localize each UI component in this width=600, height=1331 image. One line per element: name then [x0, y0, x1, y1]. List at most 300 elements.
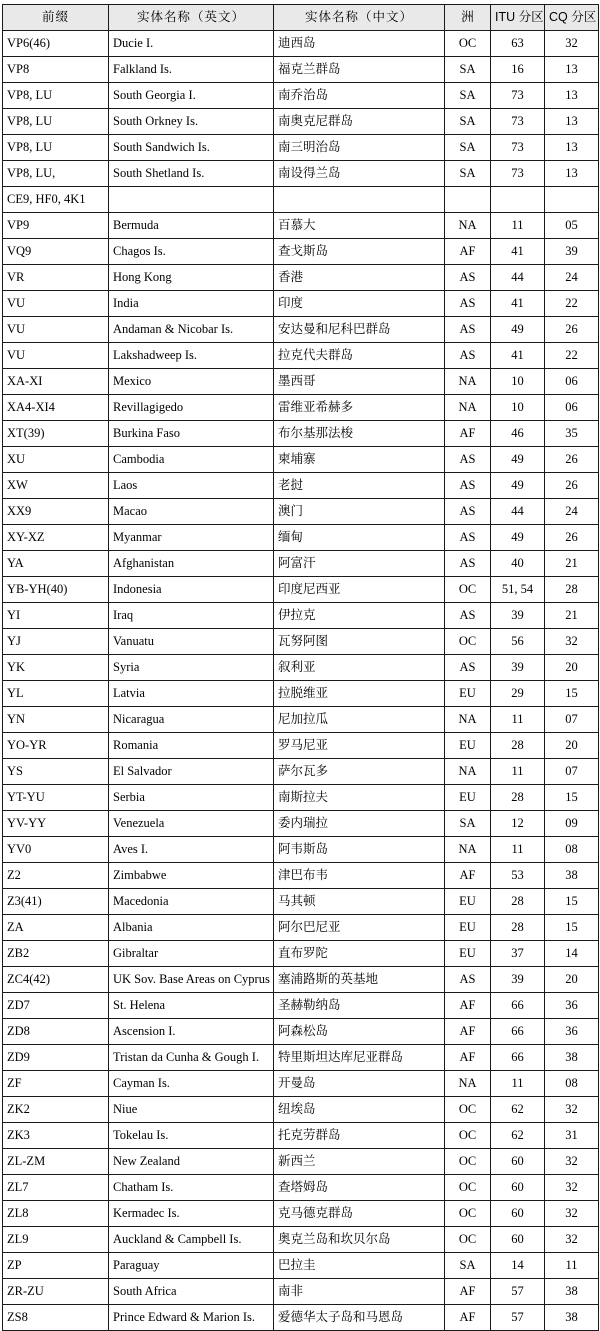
table-row	[3, 1123, 599, 1149]
cell-prefix: ZB2	[3, 941, 109, 967]
cell-prefix: YO-YR	[3, 733, 109, 759]
cell-name-zh: 巴拉圭	[274, 1253, 445, 1279]
cell-continent: AS	[445, 499, 491, 525]
table-row	[3, 83, 599, 109]
cell-itu-zone: 46	[491, 421, 545, 447]
cell-prefix: ZA	[3, 915, 109, 941]
cell-prefix: YA	[3, 551, 109, 577]
cell-itu-zone: 28	[491, 785, 545, 811]
cell-continent: NA	[445, 369, 491, 395]
table-row	[3, 863, 599, 889]
cell-cq-zone: 22	[545, 291, 599, 317]
cell-name-zh: 瓦努阿图	[274, 629, 445, 655]
cell-prefix: XX9	[3, 499, 109, 525]
cell-itu-zone: 62	[491, 1123, 545, 1149]
cell-name-zh: 南乔治岛	[274, 83, 445, 109]
cell-cq-zone: 20	[545, 733, 599, 759]
cell-itu-zone: 44	[491, 499, 545, 525]
table-row	[3, 161, 599, 187]
table-row	[3, 1201, 599, 1227]
cell-itu-zone: 41	[491, 291, 545, 317]
table-row	[3, 447, 599, 473]
cell-name-en: Falkland Is.	[109, 57, 274, 83]
cell-cq-zone: 32	[545, 1175, 599, 1201]
cell-continent: AS	[445, 603, 491, 629]
cell-name-zh: 迪西岛	[274, 31, 445, 57]
cell-cq-zone: 07	[545, 707, 599, 733]
cell-name-en: Myanmar	[109, 525, 274, 551]
cell-itu-zone: 56	[491, 629, 545, 655]
cell-name-en: Auckland & Campbell Is.	[109, 1227, 274, 1253]
cell-cq-zone: 26	[545, 317, 599, 343]
cell-continent: NA	[445, 213, 491, 239]
table-row	[3, 395, 599, 421]
table-row	[3, 1149, 599, 1175]
cell-continent: EU	[445, 889, 491, 915]
cell-name-zh: 爱德华太子岛和马恩岛	[274, 1305, 445, 1331]
cell-itu-zone: 49	[491, 473, 545, 499]
cell-continent: OC	[445, 1227, 491, 1253]
cell-continent: SA	[445, 83, 491, 109]
cell-cq-zone: 36	[545, 993, 599, 1019]
cell-name-en: Paraguay	[109, 1253, 274, 1279]
cell-itu-zone: 73	[491, 161, 545, 187]
cell-continent: NA	[445, 707, 491, 733]
cell-cq-zone: 26	[545, 447, 599, 473]
cell-cq-zone: 08	[545, 837, 599, 863]
cell-name-zh: 南斯拉夫	[274, 785, 445, 811]
cell-itu-zone: 66	[491, 993, 545, 1019]
cell-itu-zone: 10	[491, 395, 545, 421]
cell-name-en: Iraq	[109, 603, 274, 629]
table-row	[3, 655, 599, 681]
cell-name-en: Kermadec Is.	[109, 1201, 274, 1227]
table-row	[3, 343, 599, 369]
cell-cq-zone: 24	[545, 265, 599, 291]
cell-name-en: St. Helena	[109, 993, 274, 1019]
cell-itu-zone: 57	[491, 1305, 545, 1331]
cell-prefix: VU	[3, 343, 109, 369]
cell-cq-zone: 32	[545, 1201, 599, 1227]
cell-continent: EU	[445, 681, 491, 707]
cell-cq-zone: 09	[545, 811, 599, 837]
cell-itu-zone: 39	[491, 967, 545, 993]
cell-itu-zone: 63	[491, 31, 545, 57]
cell-cq-zone: 38	[545, 1279, 599, 1305]
table-row	[3, 109, 599, 135]
cell-prefix: ZD9	[3, 1045, 109, 1071]
cell-name-zh: 特里斯坦达库尼亚群岛	[274, 1045, 445, 1071]
cell-prefix: YK	[3, 655, 109, 681]
cell-cq-zone: 26	[545, 473, 599, 499]
cell-itu-zone: 49	[491, 525, 545, 551]
cell-name-en: Gibraltar	[109, 941, 274, 967]
cell-prefix: VP8	[3, 57, 109, 83]
cell-prefix: YL	[3, 681, 109, 707]
cell-name-zh: 福克兰群岛	[274, 57, 445, 83]
cell-name-zh: 叙利亚	[274, 655, 445, 681]
table-row	[3, 1279, 599, 1305]
cell-continent: EU	[445, 733, 491, 759]
cell-name-en: New Zealand	[109, 1149, 274, 1175]
cell-name-zh: 南奥克尼群岛	[274, 109, 445, 135]
cell-itu-zone: 62	[491, 1097, 545, 1123]
cell-name-en: Niue	[109, 1097, 274, 1123]
cell-continent: NA	[445, 759, 491, 785]
cell-prefix: XA-XI	[3, 369, 109, 395]
cell-continent: OC	[445, 629, 491, 655]
cell-continent: AF	[445, 993, 491, 1019]
cell-itu-zone: 60	[491, 1227, 545, 1253]
cell-name-zh: 百慕大	[274, 213, 445, 239]
cell-itu-zone: 28	[491, 889, 545, 915]
cell-itu-zone: 28	[491, 915, 545, 941]
cell-name-en: Macedonia	[109, 889, 274, 915]
cell-cq-zone: 31	[545, 1123, 599, 1149]
cell-name-en: Mexico	[109, 369, 274, 395]
cell-name-zh: 托克劳群岛	[274, 1123, 445, 1149]
cell-cq-zone: 13	[545, 135, 599, 161]
cell-prefix: ZR-ZU	[3, 1279, 109, 1305]
cell-name-en: Romania	[109, 733, 274, 759]
cell-continent: AF	[445, 863, 491, 889]
cell-itu-zone: 51, 54	[491, 577, 545, 603]
cell-cq-zone: 06	[545, 395, 599, 421]
cell-itu-zone: 14	[491, 1253, 545, 1279]
cell-name-en: South Sandwich Is.	[109, 135, 274, 161]
cell-name-zh: 圣赫勒纳岛	[274, 993, 445, 1019]
cell-cq-zone: 38	[545, 1045, 599, 1071]
cell-cq-zone	[545, 187, 599, 213]
cell-name-en	[109, 187, 274, 213]
cell-cq-zone: 32	[545, 629, 599, 655]
cell-itu-zone: 28	[491, 733, 545, 759]
cell-continent: AF	[445, 421, 491, 447]
cell-cq-zone: 13	[545, 109, 599, 135]
table-row	[3, 1019, 599, 1045]
table-row	[3, 369, 599, 395]
cell-name-zh: 南三明治岛	[274, 135, 445, 161]
cell-prefix: ZD7	[3, 993, 109, 1019]
cell-itu-zone: 11	[491, 213, 545, 239]
cell-name-zh: 南非	[274, 1279, 445, 1305]
cell-prefix: XA4-XI4	[3, 395, 109, 421]
cell-prefix: Z2	[3, 863, 109, 889]
cell-name-en: Macao	[109, 499, 274, 525]
cell-cq-zone: 38	[545, 1305, 599, 1331]
cell-name-en: Nicaragua	[109, 707, 274, 733]
cell-name-en: Cambodia	[109, 447, 274, 473]
cell-name-en: Tristan da Cunha & Gough I.	[109, 1045, 274, 1071]
table-row	[3, 759, 599, 785]
table-row	[3, 551, 599, 577]
cell-itu-zone: 11	[491, 1071, 545, 1097]
table-row	[3, 915, 599, 941]
cell-continent: AS	[445, 265, 491, 291]
cell-itu-zone: 39	[491, 603, 545, 629]
table-row	[3, 525, 599, 551]
cell-itu-zone: 49	[491, 447, 545, 473]
cell-name-en: Albania	[109, 915, 274, 941]
cell-name-en: Chagos Is.	[109, 239, 274, 265]
table-row	[3, 57, 599, 83]
cell-cq-zone: 14	[545, 941, 599, 967]
cell-itu-zone: 44	[491, 265, 545, 291]
cell-prefix: YV0	[3, 837, 109, 863]
cell-cq-zone: 15	[545, 785, 599, 811]
cell-cq-zone: 08	[545, 1071, 599, 1097]
cell-name-en: Andaman & Nicobar Is.	[109, 317, 274, 343]
cell-itu-zone: 73	[491, 109, 545, 135]
table-row	[3, 421, 599, 447]
cell-cq-zone: 15	[545, 681, 599, 707]
cell-name-zh: 尼加拉瓜	[274, 707, 445, 733]
cell-itu-zone: 66	[491, 1019, 545, 1045]
cell-name-en: South Georgia I.	[109, 83, 274, 109]
cell-continent: SA	[445, 109, 491, 135]
cell-continent: EU	[445, 941, 491, 967]
cell-prefix: YJ	[3, 629, 109, 655]
cell-itu-zone: 60	[491, 1175, 545, 1201]
cell-cq-zone: 21	[545, 603, 599, 629]
cell-name-en: Zimbabwe	[109, 863, 274, 889]
cell-prefix: VR	[3, 265, 109, 291]
table-body	[3, 31, 599, 1331]
table-row	[3, 31, 599, 57]
cell-cq-zone: 24	[545, 499, 599, 525]
cell-prefix: VP8, LU,	[3, 161, 109, 187]
cell-prefix: XY-XZ	[3, 525, 109, 551]
table-row	[3, 213, 599, 239]
cell-continent: AS	[445, 551, 491, 577]
cell-continent: OC	[445, 31, 491, 57]
cell-cq-zone: 06	[545, 369, 599, 395]
column-header-prefix: 前缀	[3, 5, 109, 31]
cell-name-zh: 罗马尼亚	[274, 733, 445, 759]
cell-cq-zone: 20	[545, 655, 599, 681]
cell-prefix: ZL8	[3, 1201, 109, 1227]
cell-prefix: VP8, LU	[3, 135, 109, 161]
cell-name-zh: 布尔基那法梭	[274, 421, 445, 447]
cell-name-en: Aves I.	[109, 837, 274, 863]
table-row	[3, 993, 599, 1019]
cell-cq-zone: 15	[545, 889, 599, 915]
cell-prefix: VU	[3, 291, 109, 317]
cell-name-zh: 阿森松岛	[274, 1019, 445, 1045]
table-row	[3, 785, 599, 811]
cell-name-en: El Salvador	[109, 759, 274, 785]
cell-itu-zone: 53	[491, 863, 545, 889]
cell-itu-zone: 60	[491, 1201, 545, 1227]
cell-prefix: CE9, HF0, 4K1	[3, 187, 109, 213]
cell-prefix: ZK3	[3, 1123, 109, 1149]
cell-continent: AS	[445, 967, 491, 993]
cell-continent: NA	[445, 395, 491, 421]
cell-cq-zone: 13	[545, 161, 599, 187]
cell-name-zh: 阿韦斯岛	[274, 837, 445, 863]
header-row	[3, 5, 599, 31]
cell-name-en: Ducie I.	[109, 31, 274, 57]
cell-cq-zone: 26	[545, 525, 599, 551]
column-header-cq-zone: CQ 分区	[545, 5, 599, 31]
column-header-name-en: 实体名称（英文）	[109, 5, 274, 31]
cell-cq-zone: 22	[545, 343, 599, 369]
cell-name-zh: 柬埔寨	[274, 447, 445, 473]
cell-itu-zone: 16	[491, 57, 545, 83]
cell-name-en: Indonesia	[109, 577, 274, 603]
cell-cq-zone: 32	[545, 1097, 599, 1123]
cell-itu-zone: 41	[491, 343, 545, 369]
table-row	[3, 317, 599, 343]
cell-name-zh: 纽埃岛	[274, 1097, 445, 1123]
cell-prefix: ZL-ZM	[3, 1149, 109, 1175]
cell-prefix: XW	[3, 473, 109, 499]
cell-name-zh: 墨西哥	[274, 369, 445, 395]
cell-name-zh: 查戈斯岛	[274, 239, 445, 265]
cell-name-zh: 拉克代夫群岛	[274, 343, 445, 369]
cell-name-zh: 开曼岛	[274, 1071, 445, 1097]
cell-prefix: YT-YU	[3, 785, 109, 811]
cell-cq-zone: 07	[545, 759, 599, 785]
cell-continent: SA	[445, 135, 491, 161]
cell-name-zh: 马其顿	[274, 889, 445, 915]
cell-itu-zone: 11	[491, 759, 545, 785]
cell-continent: AF	[445, 1279, 491, 1305]
cell-name-zh: 老挝	[274, 473, 445, 499]
cell-continent: OC	[445, 1123, 491, 1149]
cell-name-en: Cayman Is.	[109, 1071, 274, 1097]
cell-continent: OC	[445, 577, 491, 603]
table-row	[3, 1227, 599, 1253]
cell-continent: OC	[445, 1201, 491, 1227]
cell-name-zh: 塞浦路斯的英基地	[274, 967, 445, 993]
table-row	[3, 1305, 599, 1331]
cell-cq-zone: 28	[545, 577, 599, 603]
cell-name-en: Lakshadweep Is.	[109, 343, 274, 369]
cell-itu-zone: 39	[491, 655, 545, 681]
cell-continent: AS	[445, 317, 491, 343]
cell-prefix: VP9	[3, 213, 109, 239]
cell-continent: OC	[445, 1149, 491, 1175]
cell-continent: AS	[445, 525, 491, 551]
column-header-continent: 洲	[445, 5, 491, 31]
cell-prefix: YN	[3, 707, 109, 733]
cell-name-zh: 委内瑞拉	[274, 811, 445, 837]
cell-prefix: ZF	[3, 1071, 109, 1097]
table-row	[3, 291, 599, 317]
cell-name-zh: 印度尼西亚	[274, 577, 445, 603]
cell-name-zh: 澳门	[274, 499, 445, 525]
cell-prefix: YS	[3, 759, 109, 785]
cell-name-en: Serbia	[109, 785, 274, 811]
cell-name-zh: 缅甸	[274, 525, 445, 551]
cell-itu-zone: 66	[491, 1045, 545, 1071]
cell-name-zh: 克马德克群岛	[274, 1201, 445, 1227]
table-row	[3, 811, 599, 837]
cell-name-zh: 新西兰	[274, 1149, 445, 1175]
cell-itu-zone: 11	[491, 837, 545, 863]
cell-prefix: ZP	[3, 1253, 109, 1279]
cell-continent: OC	[445, 1097, 491, 1123]
cell-continent: SA	[445, 57, 491, 83]
column-header-name-zh: 实体名称（中文）	[274, 5, 445, 31]
cell-name-zh: 南设得兰岛	[274, 161, 445, 187]
cell-name-zh: 香港	[274, 265, 445, 291]
cell-continent	[445, 187, 491, 213]
table-row	[3, 265, 599, 291]
cell-cq-zone: 35	[545, 421, 599, 447]
cell-name-en: Bermuda	[109, 213, 274, 239]
cell-cq-zone: 15	[545, 915, 599, 941]
table-row	[3, 629, 599, 655]
cell-itu-zone: 29	[491, 681, 545, 707]
cell-prefix: YI	[3, 603, 109, 629]
cell-continent: AS	[445, 291, 491, 317]
cell-cq-zone: 13	[545, 57, 599, 83]
cell-prefix: YB-YH(40)	[3, 577, 109, 603]
table-header	[3, 5, 599, 31]
table-row	[3, 577, 599, 603]
table-row	[3, 707, 599, 733]
cell-itu-zone: 57	[491, 1279, 545, 1305]
cell-name-en: Syria	[109, 655, 274, 681]
cell-cq-zone: 38	[545, 863, 599, 889]
table-row	[3, 1097, 599, 1123]
cell-name-en: Prince Edward & Marion Is.	[109, 1305, 274, 1331]
table-row	[3, 967, 599, 993]
cell-prefix: YV-YY	[3, 811, 109, 837]
cell-prefix: ZD8	[3, 1019, 109, 1045]
cell-name-zh: 安达曼和尼科巴群岛	[274, 317, 445, 343]
cell-cq-zone: 21	[545, 551, 599, 577]
cell-name-en: Burkina Faso	[109, 421, 274, 447]
cell-name-en: Chatham Is.	[109, 1175, 274, 1201]
table-row	[3, 837, 599, 863]
table-row	[3, 239, 599, 265]
cell-continent: NA	[445, 837, 491, 863]
cell-name-zh: 阿富汗	[274, 551, 445, 577]
cell-itu-zone: 12	[491, 811, 545, 837]
table-row	[3, 135, 599, 161]
cell-name-zh: 印度	[274, 291, 445, 317]
cell-name-zh: 奥克兰岛和坎贝尔岛	[274, 1227, 445, 1253]
cell-cq-zone: 32	[545, 31, 599, 57]
cell-name-en: UK Sov. Base Areas on Cyprus	[109, 967, 274, 993]
cell-itu-zone: 40	[491, 551, 545, 577]
cell-name-en: South Orkney Is.	[109, 109, 274, 135]
cell-prefix: XT(39)	[3, 421, 109, 447]
table-row	[3, 1253, 599, 1279]
cell-itu-zone: 73	[491, 83, 545, 109]
cell-name-zh: 查塔姆岛	[274, 1175, 445, 1201]
cell-name-zh: 津巴布韦	[274, 863, 445, 889]
cell-continent: NA	[445, 1071, 491, 1097]
cell-prefix: ZK2	[3, 1097, 109, 1123]
table-row	[3, 889, 599, 915]
cell-continent: AS	[445, 447, 491, 473]
table-row	[3, 733, 599, 759]
cell-name-zh: 雷维亚希赫多	[274, 395, 445, 421]
cell-cq-zone: 32	[545, 1149, 599, 1175]
cell-prefix: VQ9	[3, 239, 109, 265]
cell-name-zh: 阿尔巴尼亚	[274, 915, 445, 941]
cell-name-en: Vanuatu	[109, 629, 274, 655]
cell-cq-zone: 11	[545, 1253, 599, 1279]
cell-continent: AF	[445, 239, 491, 265]
cell-cq-zone: 32	[545, 1227, 599, 1253]
cell-prefix: ZS8	[3, 1305, 109, 1331]
cell-continent: AF	[445, 1045, 491, 1071]
